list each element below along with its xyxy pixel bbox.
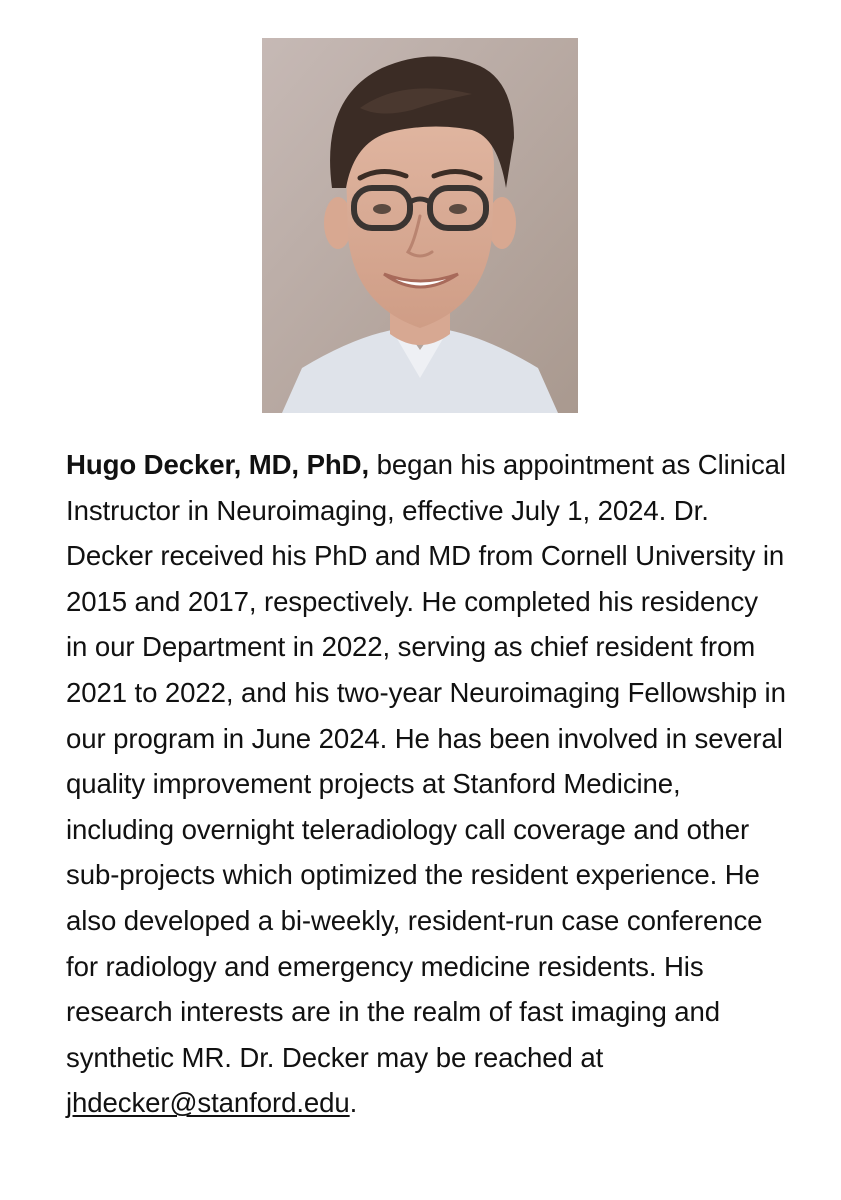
bio-text: began his appointment as Clinical Instructor in Neuroimaging, effective July 1, 2024. Dr. Decker received his PhD and MD from Cornell University in 2015 and 2017, respectively. He completed his residency in our Department in 2022, serving as chief resident from 2021 to 2022, and his two-year Neuroimaging Fellowship in our program in June 2024. He has been involved in several quality improvement projects at Stanford Medicine, including overnight teleradiology call coverage and other sub-projects which optimized the resident experience. He also developed a bi-weekly, resident-run case conference for radiology and emergency medicine residents. His research interests are in the realm of fast imaging and synthetic MR. Dr. Decker may be reached at xyxy=(66,449,786,1073)
bio-end: . xyxy=(349,1087,358,1119)
headshot-photo xyxy=(262,38,578,413)
bio-name: Hugo Decker, MD, PhD, xyxy=(66,449,370,480)
email-link[interactable]: jhdecker@stanford.edu xyxy=(66,1087,350,1119)
headshot-illustration xyxy=(262,38,578,413)
bio-paragraph xyxy=(66,442,786,1126)
